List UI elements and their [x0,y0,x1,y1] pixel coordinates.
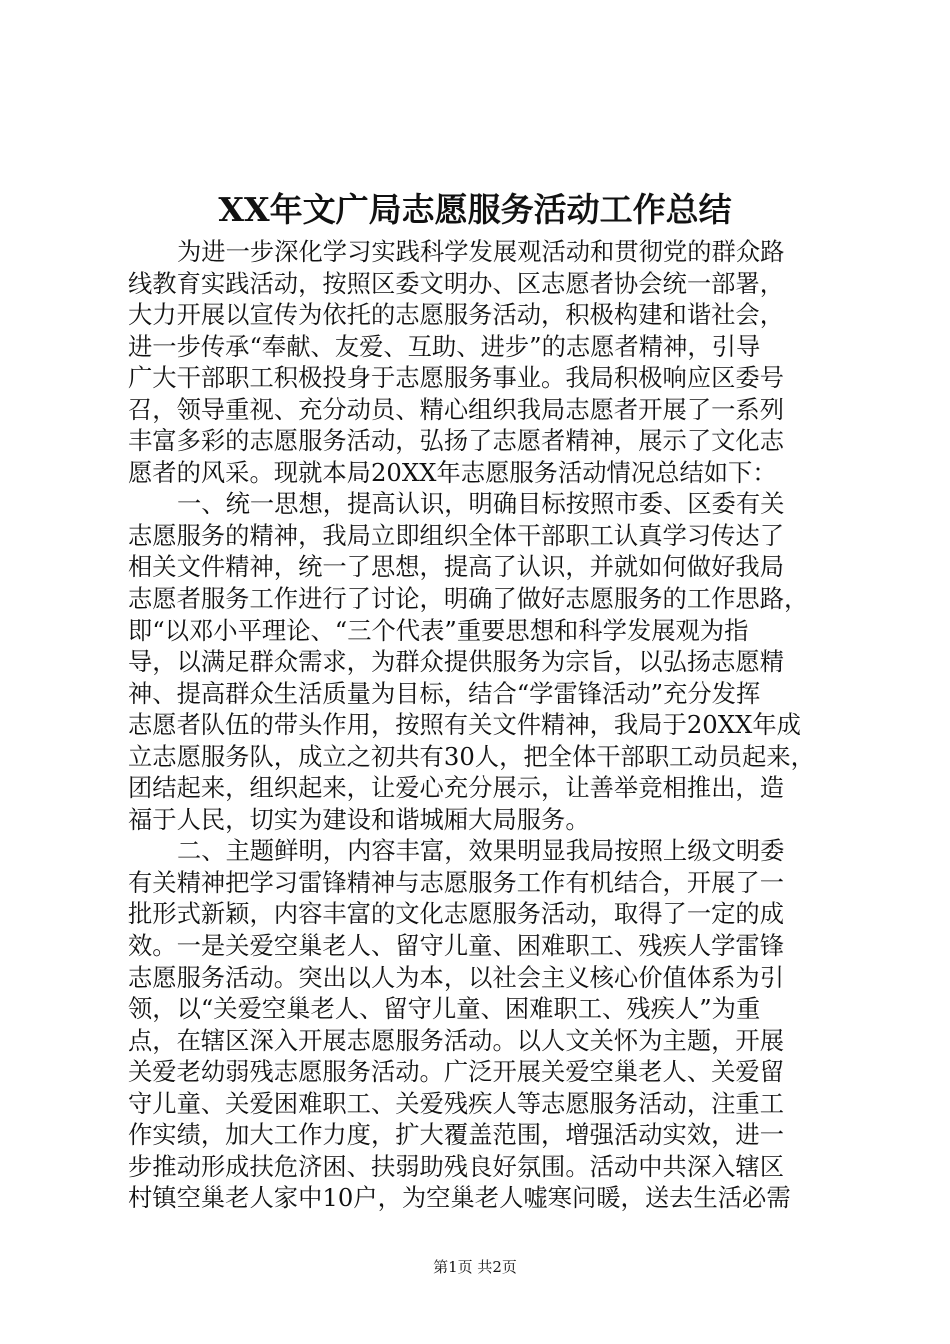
text-line: 步推动形成扶危济困、扶弱助残良好氛围。活动中共深入辖区 [128,1151,785,1181]
text-line: 丰富多彩的志愿服务活动，弘扬了志愿者精神，展示了文化志 [128,426,785,456]
paragraph-section-2 [128,835,832,1214]
document-body [128,236,832,1214]
text-line: 志愿服务活动。突出以人为本，以社会主义核心价值体系为引 [128,962,785,992]
text-line: 愿者的风采。现就本局20XX年志愿服务活动情况总结如下： [128,457,777,487]
text-line: 志愿服务的精神，我局立即组织全体干部职工认真学习传达了 [128,520,785,550]
text-line: 志愿者服务工作进行了讨论，明确了做好志愿服务的工作思路， [128,584,809,614]
page-number-footer: 第1页 共2页 [433,1258,517,1276]
text-line: 一、统一思想，提高认识，明确目标按照市委、区委有关 [177,489,785,519]
text-line: 线教育实践活动，按照区委文明办、区志愿者协会统一部署， [128,268,785,298]
paragraph-section-1 [128,488,832,835]
text-line: 神、提高群众生活质量为目标，结合“学雷锋活动”充分发挥 [128,678,761,708]
text-line: 效。一是关爱空巢老人、留守儿童、困难职工、残疾人学雷锋 [128,931,785,961]
text-line: 作实绩，加大工作力度，扩大覆盖范围，增强活动实效，进一 [128,1120,785,1150]
text-line: 进一步传承“奉献、友爱、互助、进步”的志愿者精神，引导 [128,331,761,361]
text-line: 批形式新颖，内容丰富的文化志愿服务活动，取得了一定的成 [128,899,785,929]
text-line: 福于人民，切实为建设和谐城厢大局服务。 [128,804,590,834]
text-line: 召，领导重视、充分动员、精心组织我局志愿者开展了一系列 [128,394,785,424]
text-line: 点，在辖区深入开展志愿服务活动。以人文关怀为主题，开展 [128,1025,785,1055]
text-line: 为进一步深化学习实践科学发展观活动和贯彻党的群众路 [177,237,785,266]
document-title: XX年文广局志愿服务活动工作总结 [218,190,732,229]
text-line: 大力开展以宣传为依托的志愿服务活动，积极构建和谐社会， [128,300,785,330]
text-line: 守儿童、关爱困难职工、关爱残疾人等志愿服务活动，注重工 [128,1088,785,1118]
text-line: 领，以“关爱空巢老人、留守儿童、困难职工、残疾人”为重 [128,994,761,1024]
text-line: 广大干部职工积极投身于志愿服务事业。我局积极响应区委号 [128,363,785,393]
text-line: 二、主题鲜明，内容丰富，效果明显我局按照上级文明委 [177,836,785,866]
text-line: 志愿者队伍的带头作用，按照有关文件精神，我局于20XX年成 [128,710,801,740]
text-line: 导，以满足群众需求，为群众提供服务为宗旨，以弘扬志愿精 [128,647,785,677]
text-line: 团结起来，组织起来，让爱心充分展示，让善举竞相推出，造 [128,773,785,803]
paragraph-intro [128,236,832,488]
text-line: 村镇空巢老人家中10户，为空巢老人嘘寒问暖，送去生活必需 [128,1183,791,1213]
text-line: 立志愿服务队，成立之初共有30人，把全体干部职工动员起来， [128,741,815,771]
text-line: 相关文件精神，统一了思想，提高了认识，并就如何做好我局 [128,552,785,582]
text-line: 关爱老幼弱残志愿服务活动。广泛开展关爱空巢老人、关爱留 [128,1057,785,1087]
text-line: 有关精神把学习雷锋精神与志愿服务工作有机结合，开展了一 [128,867,785,897]
text-line: 即“以邓小平理论、“三个代表”重要思想和科学发展观为指 [128,615,749,645]
